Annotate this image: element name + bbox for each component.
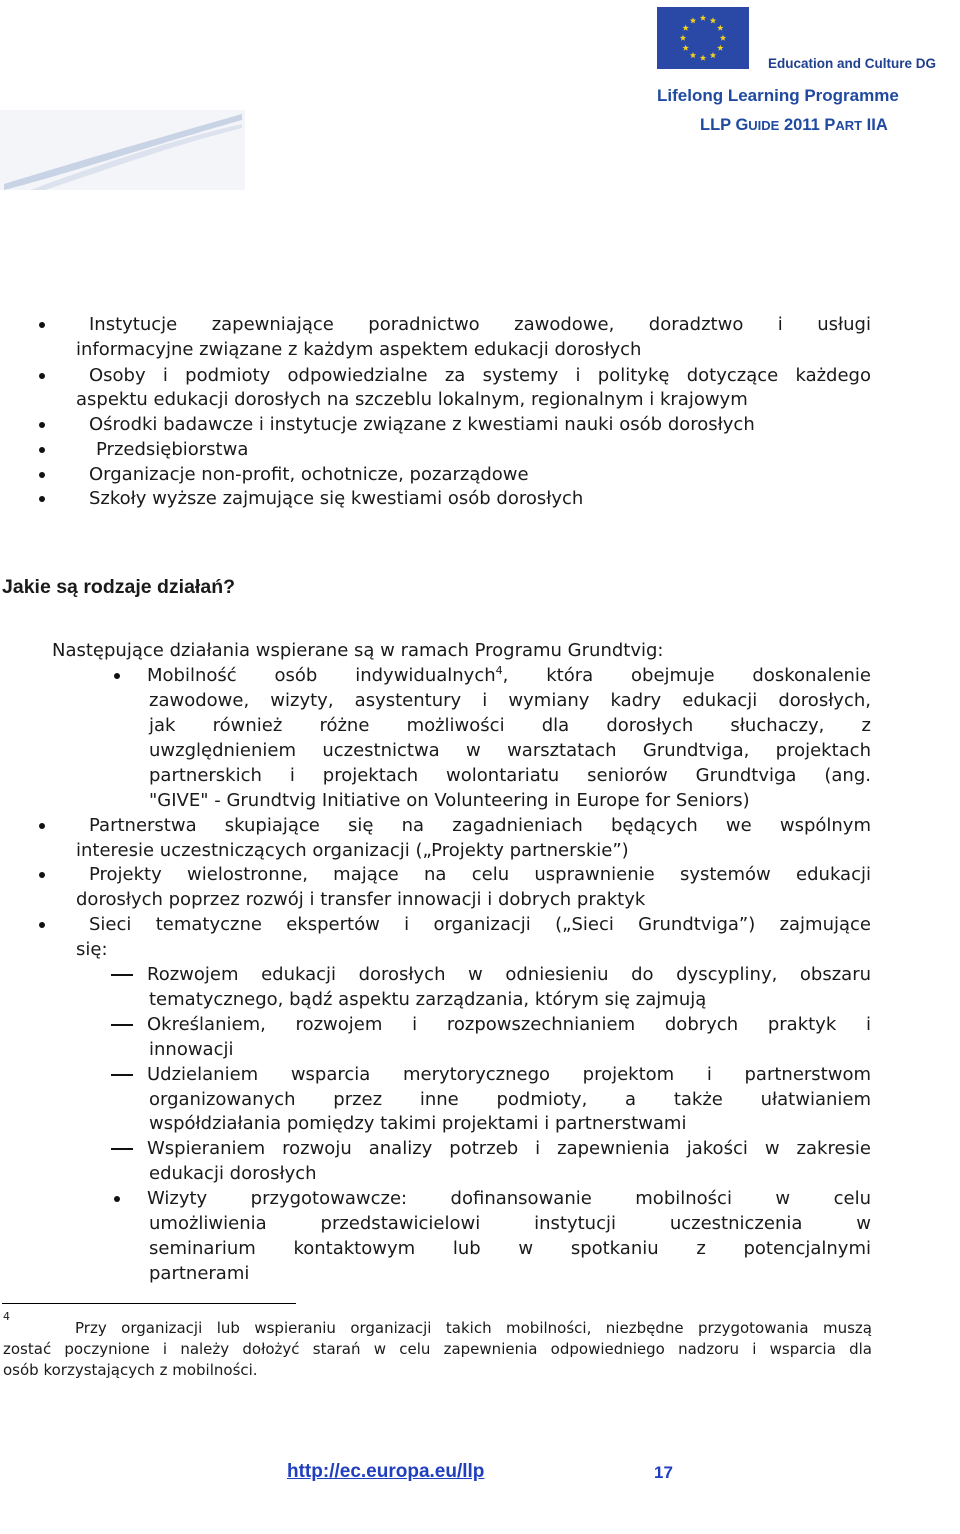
list-item: Projekty wielostronne, mające na celu usprawnienie systemów edukacji <box>89 864 871 885</box>
list-item-cont: partnerskich i projektach wolontariatu seniorów Grundtviga (ang. <box>149 765 871 786</box>
list-item: Udzielaniem wsparcia merytorycznego projektom i partnerstwom <box>147 1064 871 1085</box>
list-item: Partnerstwa skupiające się na zagadnieniach będących we wspólnym <box>89 815 871 836</box>
list-item: Ośrodki badawcze i instytucje związane z kwestiami nauki osób dorosłych <box>89 414 755 435</box>
list-item-cont: partnerami <box>149 1263 250 1284</box>
list-item-cont: dorosłych poprzez rozwój i transfer innowacji i dobrych praktyk <box>76 889 646 910</box>
bullet-icon <box>39 422 45 428</box>
list-item-cont: umożliwienia przedstawicielowi instytucji uczestniczenia w <box>149 1213 871 1234</box>
footnote-text: Przy organizacji lub wspieraniu organizacji takich mobilności, niezbędne przygotowania muszą <box>75 1319 872 1337</box>
eu-flag-icon <box>657 7 749 69</box>
list-item: Szkoły wyższe zajmujące się kwestiami osób dorosłych <box>89 488 584 509</box>
list-item-cont: organizowanych przez inne podmioty, a także ułatwianiem <box>149 1089 871 1110</box>
footer-link[interactable]: http://ec.europa.eu/llp <box>287 1461 485 1482</box>
bullet-icon <box>39 322 45 328</box>
list-item: Mobilność osób indywidualnych$^4$, która obejmuje doskonalenie <box>147 664 872 686</box>
list-item-cont: interesie uczestniczących organizacji („Projekty partnerskie”) <box>76 840 629 861</box>
list-item-cont: jak również różne możliwości dla dorosłych słuchaczy, z <box>149 715 871 736</box>
dash-icon <box>111 974 133 976</box>
list-item: Organizacje non-profit, ochotnicze, pozarządowe <box>89 464 529 485</box>
guide-title-part: IIA <box>862 116 888 134</box>
list-item-cont: edukacji dorosłych <box>149 1163 317 1184</box>
bullet-icon <box>39 472 45 478</box>
list-item: Określaniem, rozwojem i rozpowszechnianiem dobrych praktyk i <box>147 1014 871 1035</box>
list-item: Rozwojem edukacji dorosłych w odniesieniu do dyscypliny, obszaru <box>147 964 871 985</box>
list-item-cont: innowacji <box>149 1039 234 1060</box>
list-item-cont: "GIVE" - Grundtvig Initiative on Volunteering in Europe for Seniors) <box>149 790 750 811</box>
programme-label: Lifelong Learning Programme <box>657 86 899 105</box>
list-item-cont: informacyjne związane z każdym aspektem edukacji dorosłych <box>76 339 642 360</box>
list-item-cont: współdziałania pomiędzy takimi projektami i partnerstwami <box>149 1113 687 1134</box>
footnote-ref: 4 <box>495 664 503 677</box>
footnote-text: zostać poczynione i należy dołożyć starań w celu zapewnienia odpowiedniego nadzoru i wsparcia dla <box>3 1340 872 1358</box>
list-item: Osoby i podmioty odpowiedzialne za systemy i politykę dotyczące każdego <box>89 365 871 386</box>
footnote-number: 4 <box>3 1310 10 1323</box>
dash-icon <box>111 1074 133 1076</box>
list-item-cont: uwzględnieniem uczestnictwa w warsztatach Grundtviga, projektach <box>149 740 871 761</box>
footnote-divider <box>2 1303 296 1304</box>
list-item: Wizyty przygotowawcze: dofinansowanie mobilności w celu <box>147 1188 871 1209</box>
list-item: Sieci tematyczne ekspertów i organizacji („Sieci Grundtviga”) zajmujące <box>89 914 871 935</box>
dg-label: Education and Culture DG <box>768 56 937 71</box>
list-item-cont: aspektu edukacji dorosłych na szczeblu lokalnym, regionalnym i krajowym <box>76 389 748 410</box>
page-number: 17 <box>654 1463 673 1482</box>
bullet-icon <box>39 496 45 502</box>
guide-title <box>700 116 888 135</box>
list-item: Wspieraniem rozwoju analizy potrzeb i zapewnienia jakości w zakresie <box>147 1138 871 1159</box>
bullet-icon <box>114 673 120 679</box>
footnote-text: osób korzystających z mobilności. <box>3 1361 258 1379</box>
bullet-icon <box>39 872 45 878</box>
swoosh-graphic <box>0 110 245 190</box>
bullet-icon <box>39 823 45 829</box>
bullet-icon <box>39 922 45 928</box>
list-item-cont: seminarium kontaktowym lub w spotkaniu z potencjalnymi <box>149 1238 871 1259</box>
guide-title-part: ART <box>835 118 863 133</box>
guide-title-part: UIDE <box>748 118 780 133</box>
guide-title-part: 2011 P <box>779 116 836 134</box>
list-item-cont: zawodowe, wizyty, asystentury i wymiany kadry edukacji dorosłych, <box>149 690 871 711</box>
bullet-icon <box>114 1196 120 1202</box>
bullet-icon <box>39 373 45 379</box>
list-item: Instytucje zapewniające poradnictwo zawodowe, doradztwo i usługi <box>89 314 871 335</box>
dash-icon <box>111 1024 133 1026</box>
list-item-cont: tematycznego, bądź aspektu zarządzania, którym się zajmują <box>149 989 707 1010</box>
list-item-cont: się: <box>76 939 108 960</box>
section-heading: Jakie są rodzaje działań? <box>2 576 236 598</box>
guide-title-part: LLP G <box>700 116 749 134</box>
list-item: Przedsiębiorstwa <box>96 439 249 460</box>
bullet-icon <box>39 447 45 453</box>
dash-icon <box>111 1148 133 1150</box>
intro-text: Następujące działania wspierane są w ramach Programu Grundtvig: <box>52 640 664 661</box>
